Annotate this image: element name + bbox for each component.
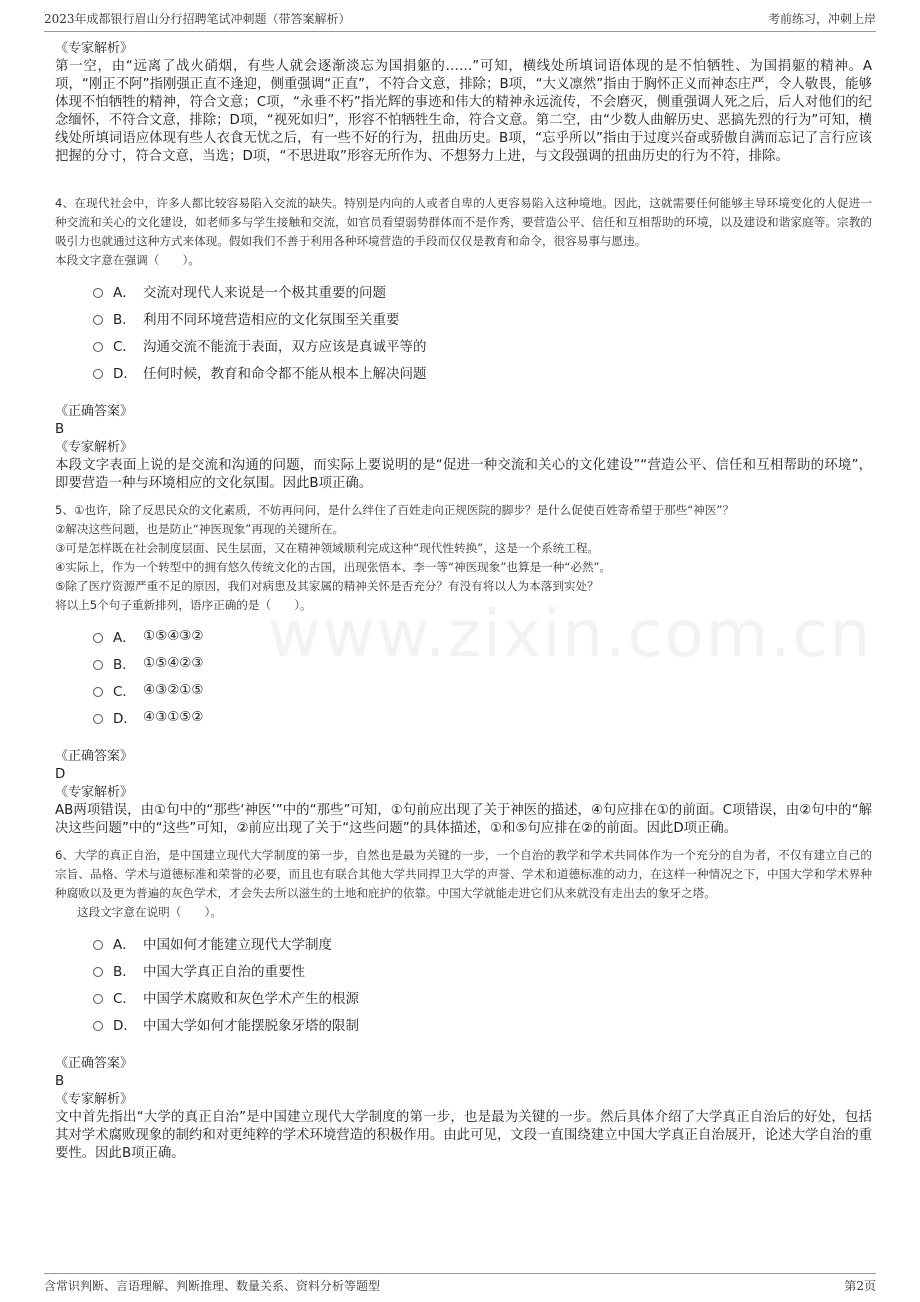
option-letter: A． bbox=[113, 284, 136, 301]
explanation-text: 第一空，由“远离了战火硝烟，有些人就会逐渐淡忘为国捐躯的……”可知，横线处所填词语体现的是不怕牺牲、为国捐躯的精神。A项，“刚正不阿”指刚强正直不逢迎，侧重强调“正直”，不符合文意，排除；B项，“大义凛然”指由于胸怀正义而神态庄严，令人敬畏，能够体现不怕牺牲的精神，符合文意；C项，“永垂不朽”指光辉的事迹和伟大的精神永远流传，不会磨灭，侧重强调人死之后，后人对他们的纪念缅怀，不符合文意，排除；D项，“视死如归”，形容不怕牺牲生命，符合文意。第二空，由“少数人曲解历史、恶搞先烈的行为”可知，横线处所填词语应体现有些人衣食无忧之后，有一些不好的行为，扭曲历史。B项，“忘乎所以”指由于过度兴奋或骄傲自满而忘记了言行应该把握的分寸，符合文意，当选；D项，“不思进取”形容无所作为、不想努力上进，与文段强调的扭曲历史的行为不符，排除。 bbox=[55, 59, 872, 164]
radio-icon[interactable] bbox=[93, 687, 103, 697]
question-stem-line: ⑤除了医疗资源严重不足的原因，我们对病患及其家属的精神关怀是否充分？有没有将以人为本落到实处？ bbox=[55, 579, 599, 593]
option-text: 中国如何才能建立现代大学制度 bbox=[143, 936, 332, 953]
radio-icon[interactable] bbox=[93, 714, 103, 724]
option-text: 沟通交流不能流于表面，双方应该是真诚平等的 bbox=[143, 338, 427, 355]
answer-value: D bbox=[55, 767, 66, 782]
option-d[interactable] bbox=[93, 1010, 872, 1037]
option-letter: A． bbox=[113, 629, 136, 646]
answer-value: B bbox=[55, 1074, 65, 1089]
radio-icon[interactable] bbox=[93, 288, 103, 298]
option-text: 中国学术腐败和灰色学术产生的根源 bbox=[143, 990, 359, 1007]
radio-icon[interactable] bbox=[93, 940, 103, 950]
answer-value: B bbox=[55, 422, 65, 437]
document-title: 2023年成都银行眉山分行招聘笔试冲刺题（带答案解析） bbox=[44, 12, 351, 26]
option-text: 任何时候，教育和命令都不能从根本上解决问题 bbox=[143, 365, 427, 382]
question-5 bbox=[55, 501, 872, 838]
question-4 bbox=[55, 194, 872, 493]
watermark: www.zixin.com.cn bbox=[268, 598, 873, 672]
question-prompt: 将以上5个句子重新排列，语序正确的是（ ）。 bbox=[55, 598, 312, 612]
option-list bbox=[93, 929, 872, 1037]
option-letter: C． bbox=[113, 990, 136, 1007]
option-a[interactable] bbox=[93, 929, 872, 956]
option-a[interactable] bbox=[93, 277, 872, 304]
option-text: 交流对现代人来说是一个极其重要的问题 bbox=[143, 284, 386, 301]
question-6 bbox=[55, 846, 872, 1163]
answer-label: 《正确答案》 bbox=[55, 749, 134, 764]
radio-icon[interactable] bbox=[93, 967, 103, 977]
page-footer bbox=[44, 1273, 876, 1294]
page-header bbox=[44, 10, 876, 32]
question-stem-line: ②解决这些问题，也是防止“神医现象”再现的关键所在。 bbox=[55, 522, 345, 536]
footer-description: 含常识判断、言语理解、判断推理、数量关系、资料分析等题型 bbox=[44, 1279, 381, 1293]
option-text: ①⑤④③② bbox=[143, 627, 204, 644]
question-stem: 6、大学的真正自治，是中国建立现代大学制度的第一步，自然也是最为关键的一步，一个自治的教学和学术共同体作为一个充分的自为者，不仅有建立自己的宗旨、品格、学术与道德标准和荣誉的必要，而且也有联合其他大学共同捍卫大学的声誉、学术和道德标准的动力，在这样一种情况之下，中国大学和学术界种种腐败以及更为普遍的灰色学术，才会失去所以滋生的土地和庇护的依靠。中国大学就能走进它们从来就没有走出去的象牙之塔。 bbox=[55, 848, 872, 900]
radio-icon[interactable] bbox=[93, 633, 103, 643]
prev-explanation bbox=[55, 40, 872, 166]
option-a[interactable] bbox=[93, 622, 872, 649]
option-d[interactable] bbox=[93, 703, 872, 730]
option-letter: D． bbox=[113, 365, 137, 382]
option-d[interactable] bbox=[93, 358, 872, 385]
option-list bbox=[93, 622, 872, 730]
option-text: 利用不同环境营造相应的文化氛围至关重要 bbox=[143, 311, 400, 328]
question-stem: 4、在现代社会中，许多人都比较容易陷入交流的缺失。特别是内向的人或者自卑的人更容易陷入这种境地。因此，这就需要任何能够主导环境变化的人促进一种交流和关心的文化建设，如老师多与学生接触和交流，如官员看望弱势群体而不是作秀，要营造公平、信任和互相帮助的环境，以及建设和谐家庭等。宗教的吸引力也就通过这种方式来体现。假如我们不善于利用各种环境营造的手段而仅仅是教育和命令，很容易事与愿违。 bbox=[55, 196, 872, 248]
radio-icon[interactable] bbox=[93, 994, 103, 1004]
page-content bbox=[55, 40, 872, 1163]
option-letter: D． bbox=[113, 710, 137, 727]
radio-icon[interactable] bbox=[93, 342, 103, 352]
option-text: ④③②①⑤ bbox=[143, 681, 204, 698]
explanation-text: AB两项错误，由①句中的“那些‘神医’”中的“那些”可知，①句前应出现了关于神医的描述，④句应排在①的前面。C项错误，由②句中的“解决这些问题”中的“这些”可知，②前应出现了关于“这些问题”的具体描述，①和⑤句应排在②的前面。因此D项正确。 bbox=[55, 803, 872, 836]
answer-label: 《正确答案》 bbox=[55, 404, 134, 419]
option-letter: B． bbox=[113, 656, 136, 673]
radio-icon[interactable] bbox=[93, 1021, 103, 1031]
radio-icon[interactable] bbox=[93, 369, 103, 379]
option-letter: B． bbox=[113, 963, 136, 980]
explanation-label: 《专家解析》 bbox=[55, 785, 134, 800]
option-text: ①⑤④②③ bbox=[143, 654, 204, 671]
option-letter: A． bbox=[113, 936, 136, 953]
radio-icon[interactable] bbox=[93, 315, 103, 325]
option-letter: D． bbox=[113, 1017, 137, 1034]
radio-icon[interactable] bbox=[93, 660, 103, 670]
option-c[interactable] bbox=[93, 331, 872, 358]
option-letter: C． bbox=[113, 338, 136, 355]
question-stem-line: 5、①也许，除了反思民众的文化素质，不妨再问问，是什么绊住了百姓走向正规医院的脚步？是什么促使百姓寄希望于那些“神医”？ bbox=[55, 503, 735, 517]
option-letter: B． bbox=[113, 311, 136, 328]
explanation-text: 文中首先指出“大学的真正自治”是中国建立现代大学制度的第一步，也是最为关键的一步。然后具体介绍了大学真正自治后的好处，包括其对学术腐败现象的制约和对更纯粹的学术环境营造的积极作用。由此可见，文段一直围绕建立中国大学真正自治展开，论述大学自治的重要性。因此B项正确。 bbox=[55, 1110, 872, 1161]
page-number: 第2页 bbox=[844, 1279, 876, 1293]
option-text: 中国大学真正自治的重要性 bbox=[143, 963, 305, 980]
question-prompt: 这段文字意在说明（ ）。 bbox=[77, 905, 222, 919]
question-stem-line: ④实际上，作为一个转型中的拥有悠久传统文化的古国，出现张悟本、李一等“神医现象”也算是一种“必然”。 bbox=[55, 560, 612, 574]
question-prompt: 本段文字意在强调（ ）。 bbox=[55, 253, 200, 267]
answer-label: 《正确答案》 bbox=[55, 1056, 134, 1071]
option-letter: C． bbox=[113, 683, 136, 700]
option-text: 中国大学如何才能摆脱象牙塔的限制 bbox=[143, 1017, 359, 1034]
explanation-label: 《专家解析》 bbox=[55, 1092, 134, 1107]
explanation-text: 本段文字表面上说的是交流和沟通的问题，而实际上要说明的是“促进一种交流和关心的文化建设”“营造公平、信任和互相帮助的环境”，即要营造一种与环境相应的文化氛围。因此B项正确。 bbox=[55, 458, 872, 491]
option-c[interactable] bbox=[93, 676, 872, 703]
explanation-label: 《专家解析》 bbox=[55, 440, 134, 455]
explanation-label: 《专家解析》 bbox=[55, 41, 134, 56]
question-stem-line: ③可是怎样既在社会制度层面、民生层面，又在精神领域顺利完成这种“现代性转换”，这是一个系统工程。 bbox=[55, 541, 600, 555]
header-slogan: 考前练习，冲刺上岸 bbox=[767, 12, 876, 26]
option-b[interactable] bbox=[93, 956, 872, 983]
option-b[interactable] bbox=[93, 304, 872, 331]
option-list bbox=[93, 277, 872, 385]
option-text: ④③①⑤② bbox=[143, 708, 204, 725]
option-b[interactable] bbox=[93, 649, 872, 676]
option-c[interactable] bbox=[93, 983, 872, 1010]
